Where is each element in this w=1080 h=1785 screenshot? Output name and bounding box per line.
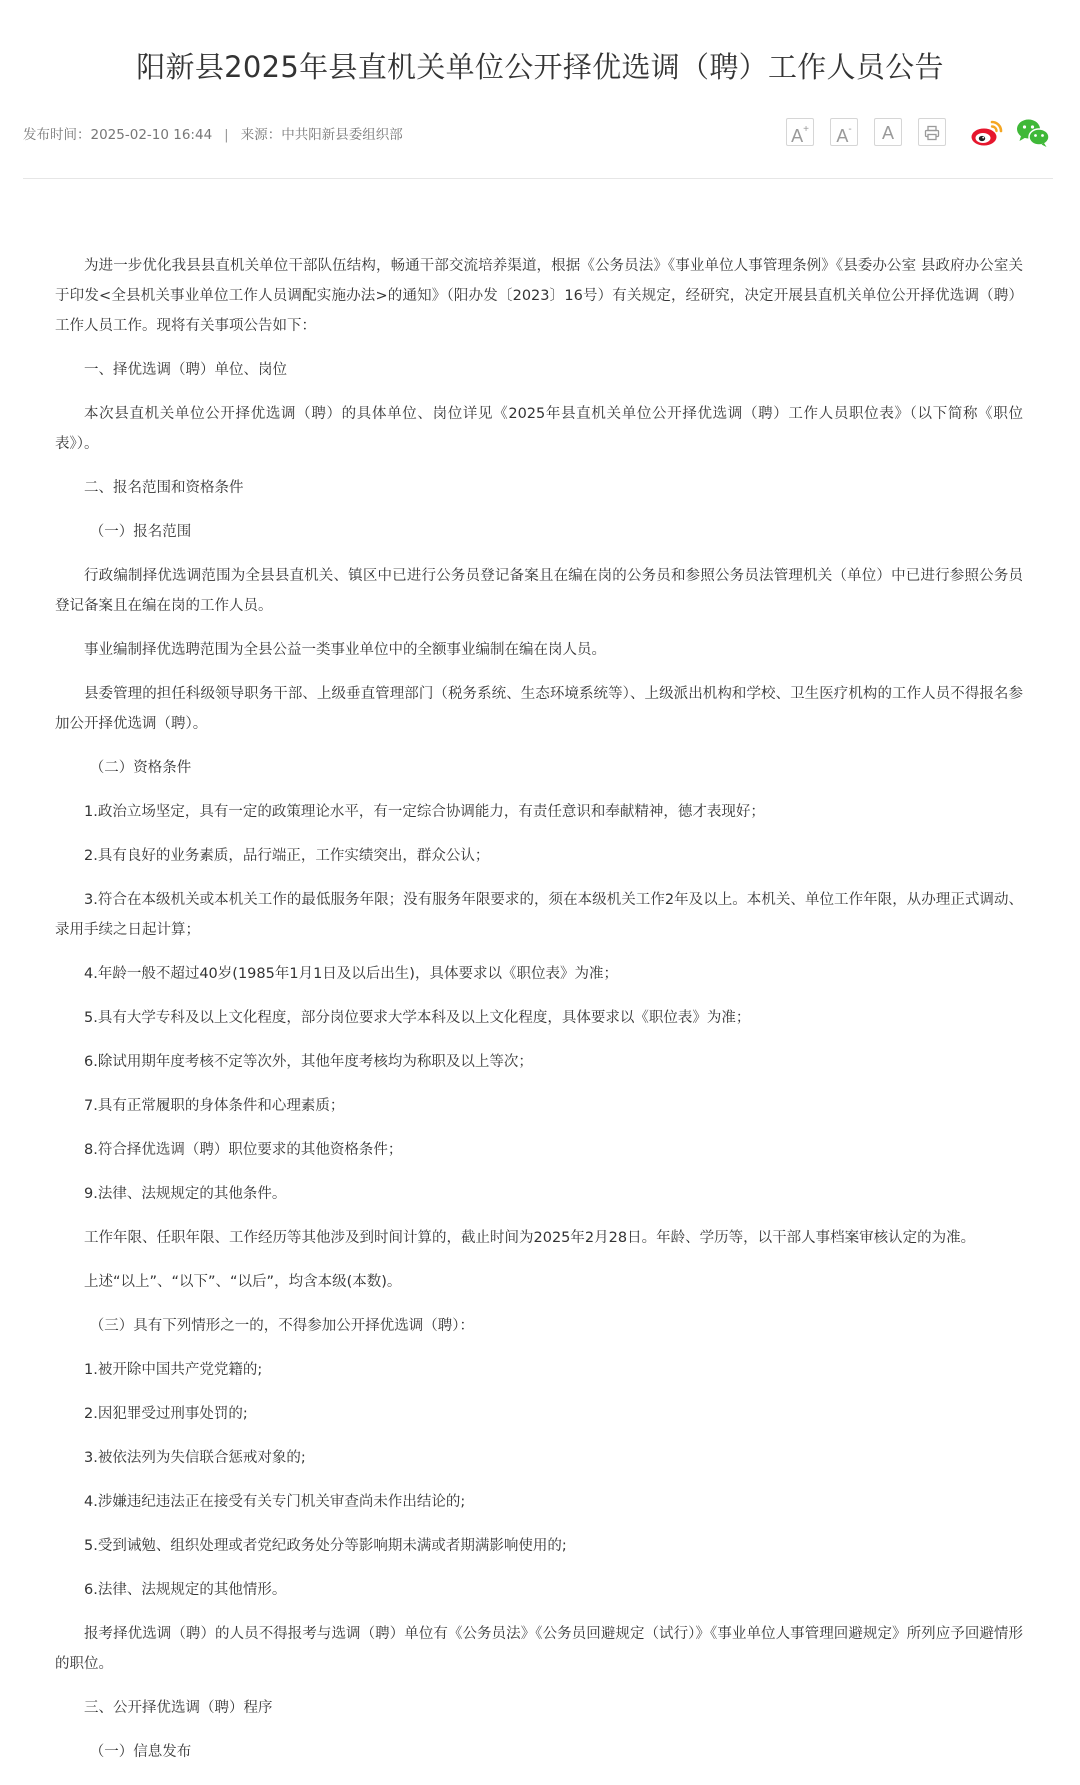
list-item: 4.涉嫌违纪违法正在接受有关专门机关审查尚未作出结论的; xyxy=(84,1494,466,1510)
article-title: 阳新县2025年县直机关单位公开择优选调（聘）工作人员公告 xyxy=(136,50,944,84)
font-larger-icon: A xyxy=(791,126,804,146)
list-item: 9.法律、法规规定的其他条件。 xyxy=(84,1186,287,1202)
subsection-heading: （一）报名范围 xyxy=(89,524,192,540)
paragraph: 报考择优选调（聘）的人员不得报考与选调（聘）单位有《公务员法》《公务员回避规定（试行）》《事业单位人事管理回避规定》所列应予回避情形的职位。 xyxy=(55,1626,1023,1672)
subsection-heading: （一）信息发布 xyxy=(89,1744,192,1760)
list-item: 8.符合择优选调（聘）职位要求的其他资格条件； xyxy=(84,1142,403,1158)
publish-time: 2025-02-10 16:44 xyxy=(90,127,213,143)
list-item: 3.符合在本级机关或本机关工作的最低服务年限；没有服务年限要求的，须在本级机关工作2年及以上。本机关、单位工作年限，从办理正式调动、录用手续之日起计算； xyxy=(55,892,1023,938)
font-larger-button[interactable]: A+ xyxy=(786,118,814,146)
subsection-heading: （三）具有下列情形之一的，不得参加公开择优选调（聘）： xyxy=(89,1318,475,1334)
article-body xyxy=(55,251,1023,1781)
list-item: 6.除试用期年度考核不定等次外，其他年度考核均为称职及以上等次； xyxy=(84,1054,533,1070)
source-value: 中共阳新县委组织部 xyxy=(281,127,403,143)
wechat-icon xyxy=(1016,118,1050,148)
list-item: 5.具有大学专科及以上文化程度，部分岗位要求大学本科及以上文化程度，具体要求以《职位表》为准； xyxy=(84,1010,751,1026)
paragraph: 县委管理的担任科级领导职务干部、上级垂直管理部门（税务系统、生态环境系统等）、上级派出机构和学校、卫生医疗机构的工作人员不得报名参加公开择优选调（聘）。 xyxy=(55,686,1023,732)
list-item: 7.具有正常履职的身体条件和心理素质； xyxy=(84,1098,345,1114)
paragraph: 本次县直机关单位公开择优选调（聘）的具体单位、岗位详见《2025年县直机关单位公开择优选调（聘）工作人员职位表》（以下简称《职位表》）。 xyxy=(55,406,1023,452)
list-item: 3.被依法列为失信联合惩戒对象的; xyxy=(84,1450,306,1466)
header-divider xyxy=(23,178,1053,179)
font-smaller-icon: A xyxy=(836,126,849,146)
font-reset-button[interactable] xyxy=(874,118,902,146)
paragraph: 上述“以上”、“以下”、“以后”，均含本级(本数)。 xyxy=(84,1274,402,1290)
list-item: 1.被开除中国共产党党籍的; xyxy=(84,1362,263,1378)
paragraph: 行政编制择优选调范围为全县县直机关、镇区中已进行公务员登记备案且在编在岗的公务员和参照公务员法管理机关（单位）中已进行参照公务员登记备案且在编在岗的工作人员。 xyxy=(55,568,1023,614)
subsection-heading: （二）资格条件 xyxy=(89,760,192,776)
paragraph: 事业编制择优选聘范围为全县公益一类事业单位中的全额事业编制在编在岗人员。 xyxy=(84,642,606,658)
share-wechat-button[interactable] xyxy=(1016,118,1050,148)
weibo-icon xyxy=(970,118,1004,148)
print-button[interactable] xyxy=(918,118,946,146)
font-smaller-button[interactable]: A- xyxy=(830,118,858,146)
section-heading: 一、择优选调（聘）单位、岗位 xyxy=(84,362,287,378)
share-weibo-button[interactable] xyxy=(970,118,1004,148)
meta-separator: | xyxy=(224,127,229,143)
section-heading: 三、公开择优选调（聘）程序 xyxy=(84,1700,273,1716)
list-item: 2.因犯罪受过刑事处罚的; xyxy=(84,1406,248,1422)
paragraph: 为进一步优化我县县直机关单位干部队伍结构，畅通干部交流培养渠道，根据《公务员法》《事业单位人事管理条例》《县委办公室 县政府办公室关于印发<全县机关事业单位工作人员调配实施办法>的通知》（阳办发〔2023〕16号）有关规定，经研究，决定开展县直机关单位公开择优选调（聘）工作人员工作。现将有关事项公告如下： xyxy=(55,258,1023,334)
article-toolbar xyxy=(0,118,1080,152)
font-reset-icon: A xyxy=(881,123,894,143)
publish-time-label: 发布时间： xyxy=(23,127,91,143)
list-item: 6.法律、法规规定的其他情形。 xyxy=(84,1582,287,1598)
printer-icon xyxy=(924,125,940,141)
list-item: 1.政治立场坚定，具有一定的政策理论水平，有一定综合协调能力，有责任意识和奉献精神，德才表现好； xyxy=(84,804,765,820)
list-item: 5.受到诫勉、组织处理或者党纪政务处分等影响期未满或者期满影响使用的; xyxy=(84,1538,567,1554)
list-item: 4.年龄一般不超过40岁(1985年1月1日及以后出生)，具体要求以《职位表》为准； xyxy=(84,966,618,982)
source-label: 来源： xyxy=(240,127,282,143)
section-heading: 二、报名范围和资格条件 xyxy=(84,480,244,496)
paragraph: 工作年限、任职年限、工作经历等其他涉及到时间计算的，截止时间为2025年2月28日。年龄、学历等，以干部人事档案审核认定的为准。 xyxy=(84,1230,976,1246)
list-item: 2.具有良好的业务素质，品行端正，工作实绩突出，群众公认； xyxy=(84,848,490,864)
